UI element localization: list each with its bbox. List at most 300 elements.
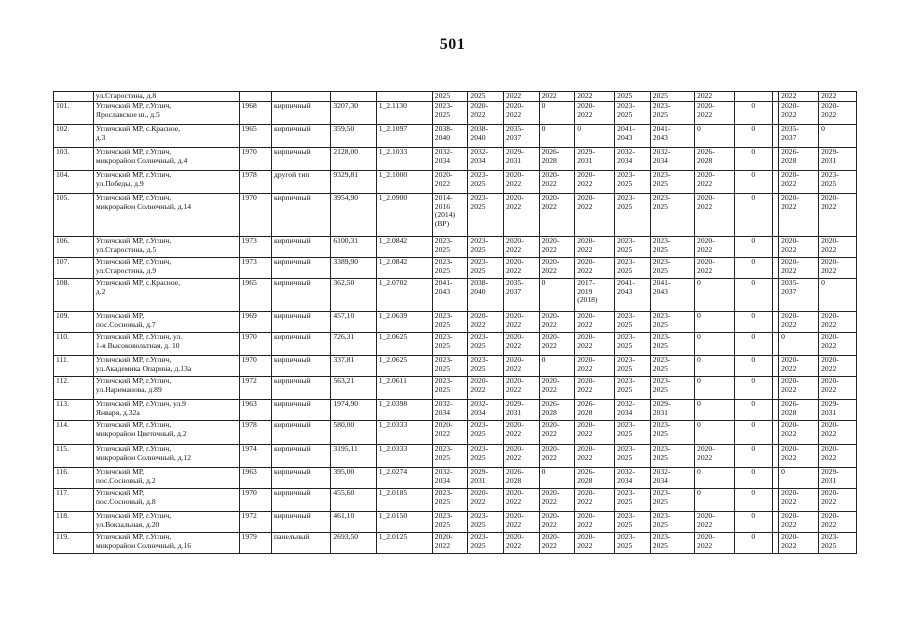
- table-cell: 2020- 2022: [432, 421, 468, 445]
- table-row: [54, 377, 857, 400]
- row-number-cell: 114.: [54, 421, 94, 445]
- address-cell: Угличский МР, г.Углич, ул. 1-я Высоковольтная, д. 10: [93, 333, 239, 356]
- table-cell: 1_2.0702: [376, 279, 432, 312]
- table-cell: 0: [734, 356, 772, 377]
- row-number-cell: 104.: [54, 171, 94, 194]
- table-cell: кирпичный: [272, 445, 331, 468]
- table-cell: 1_2.0274: [376, 468, 432, 489]
- table-cell: 1970: [239, 194, 271, 237]
- table-cell: 2020- 2022: [468, 377, 504, 400]
- table-row: [54, 279, 857, 312]
- table-row: [54, 333, 857, 356]
- table-cell: 0: [734, 279, 772, 312]
- table-cell: 461,10: [331, 512, 376, 533]
- table-cell: 1_2.0185: [376, 489, 432, 512]
- table-cell: 2023- 2025: [468, 194, 504, 237]
- table-cell: [272, 92, 331, 102]
- table-cell: 1970: [239, 489, 271, 512]
- table-cell: 2023- 2025: [650, 171, 694, 194]
- table-cell: 2026- 2028: [779, 148, 819, 171]
- table-cell: 0: [539, 279, 575, 312]
- table-cell: 2026- 2028: [695, 148, 735, 171]
- table-cell: 0: [539, 468, 575, 489]
- table-cell: 2023- 2025: [819, 533, 857, 554]
- table-cell: 2020- 2022: [779, 194, 819, 237]
- table-cell: панельный: [272, 533, 331, 554]
- table-cell: 337,81: [331, 356, 376, 377]
- table-cell: 2029- 2031: [504, 400, 540, 421]
- table-cell: 0: [734, 258, 772, 279]
- table-cell: 2023- 2025: [432, 102, 468, 125]
- row-number-cell: 109.: [54, 312, 94, 333]
- table-cell: 2041- 2043: [650, 125, 694, 148]
- table-cell: 2020- 2022: [504, 445, 540, 468]
- table-cell: 1_2.0900: [376, 194, 432, 237]
- address-cell: Угличский МР, г.Углич, микрорайон Солнечный, д.4: [93, 148, 239, 171]
- table-cell: 2020- 2022: [575, 421, 615, 445]
- table-cell: 0: [734, 512, 772, 533]
- table-cell: 2020- 2022: [504, 333, 540, 356]
- table-cell: 2017- 2019 (2018): [575, 279, 615, 312]
- table-cell: 0: [695, 333, 735, 356]
- table-cell: 2032- 2034: [650, 468, 694, 489]
- table-cell: 2023- 2025: [615, 377, 651, 400]
- table-cell: 2020- 2022: [539, 194, 575, 237]
- table-cell: 2020- 2022: [819, 258, 857, 279]
- table-cell: 2020- 2022: [819, 377, 857, 400]
- table-cell: 0: [695, 377, 735, 400]
- table-cell: 2022: [575, 92, 615, 102]
- table-cell: 2020- 2022: [575, 171, 615, 194]
- table-cell: 0: [779, 468, 819, 489]
- row-number-cell: 101.: [54, 102, 94, 125]
- table-cell: 2020- 2022: [504, 356, 540, 377]
- table-cell: 1_2.0842: [376, 258, 432, 279]
- table-cell: 2023- 2025: [468, 421, 504, 445]
- table-cell: 1963: [239, 400, 271, 421]
- table-cell: 1_2.0398: [376, 400, 432, 421]
- table-cell: 2023- 2025: [615, 533, 651, 554]
- table-cell: 2020- 2022: [779, 312, 819, 333]
- table-cell: 0: [695, 312, 735, 333]
- address-cell: Угличский МР, г.Углич, ул.Нариманова, д.89: [93, 377, 239, 400]
- table-row: [54, 512, 857, 533]
- table-cell: 2041- 2043: [650, 279, 694, 312]
- table-cell: 359,50: [331, 125, 376, 148]
- table-cell: 3195,11: [331, 445, 376, 468]
- row-number-cell: [54, 92, 94, 102]
- table-cell: 2023- 2025: [650, 102, 694, 125]
- table-cell: 2020- 2022: [819, 421, 857, 445]
- table-row: [54, 171, 857, 194]
- table-cell: 2020- 2022: [504, 377, 540, 400]
- table-cell: 2020- 2022: [539, 421, 575, 445]
- table-cell: 0: [575, 125, 615, 148]
- table-cell: 2023- 2025: [615, 237, 651, 258]
- table-cell: 2020- 2022: [575, 533, 615, 554]
- table-cell: 2020- 2022: [468, 489, 504, 512]
- row-number-cell: 105.: [54, 194, 94, 237]
- table-cell: кирпичный: [272, 377, 331, 400]
- table-cell: кирпичный: [272, 279, 331, 312]
- table-cell: 2020- 2022: [819, 333, 857, 356]
- table-cell: 2038- 2040: [432, 125, 468, 148]
- row-number-cell: 102.: [54, 125, 94, 148]
- table-cell: 2023- 2025: [819, 171, 857, 194]
- table-cell: 2020- 2022: [819, 194, 857, 237]
- table-cell: 2020- 2022: [575, 377, 615, 400]
- table-cell: 2020- 2022: [504, 258, 540, 279]
- table-cell: 2020- 2022: [539, 333, 575, 356]
- table-cell: 2026- 2028: [575, 468, 615, 489]
- table-cell: 2032- 2034: [468, 148, 504, 171]
- table-cell: кирпичный: [272, 312, 331, 333]
- row-number-cell: 103.: [54, 148, 94, 171]
- table-cell: 2020- 2022: [695, 258, 735, 279]
- address-cell: Угличский МР, г.Углич, микрорайон Солнечный, д.14: [93, 194, 239, 237]
- table-cell: кирпичный: [272, 512, 331, 533]
- table-row: [54, 356, 857, 377]
- table-cell: 2020- 2022: [575, 194, 615, 237]
- table-cell: 2023- 2025: [615, 171, 651, 194]
- table-cell: 0: [734, 421, 772, 445]
- table-cell: 2020- 2022: [539, 533, 575, 554]
- table-cell: 0: [695, 279, 735, 312]
- table-cell: 2023- 2025: [432, 489, 468, 512]
- table-cell: кирпичный: [272, 148, 331, 171]
- table-cell: 1972: [239, 377, 271, 400]
- table-cell: 362,50: [331, 279, 376, 312]
- table-cell: 1_2.0611: [376, 377, 432, 400]
- table-cell: 0: [734, 171, 772, 194]
- table-cell: 2020- 2022: [779, 377, 819, 400]
- table-cell: 2022: [539, 92, 575, 102]
- table-row: [54, 194, 857, 237]
- table-cell: 2023- 2025: [615, 312, 651, 333]
- table-cell: 2023- 2025: [468, 445, 504, 468]
- table-cell: 2020- 2022: [575, 356, 615, 377]
- table-cell: 2022: [819, 92, 857, 102]
- table-cell: 563,21: [331, 377, 376, 400]
- table-cell: 2023- 2025: [615, 194, 651, 237]
- table-cell: 2026- 2028: [539, 148, 575, 171]
- table-cell: 2029- 2031: [575, 148, 615, 171]
- table-cell: 0: [734, 377, 772, 400]
- housing-repair-table: [53, 91, 857, 554]
- row-number-cell: 106.: [54, 237, 94, 258]
- table-cell: [331, 92, 376, 102]
- table-cell: 2023- 2025: [615, 489, 651, 512]
- table-cell: 1_2.0625: [376, 333, 432, 356]
- table-cell: 2023- 2025: [432, 445, 468, 468]
- table-row: [54, 312, 857, 333]
- table-cell: 0: [695, 489, 735, 512]
- table-cell: 2023- 2025: [650, 312, 694, 333]
- table-cell: 2029- 2031: [468, 468, 504, 489]
- address-cell: Угличский МР, г.Углич, микрорайон Солнечный, д.16: [93, 533, 239, 554]
- table-cell: кирпичный: [272, 102, 331, 125]
- table-cell: 2020- 2022: [575, 512, 615, 533]
- address-cell: Угличский МР, г.Углич, Ярославское ш., д.5: [93, 102, 239, 125]
- table-cell: 0: [734, 533, 772, 554]
- table-cell: 0: [695, 356, 735, 377]
- table-cell: 2029- 2031: [504, 148, 540, 171]
- table-cell: 2020- 2022: [504, 421, 540, 445]
- table-cell: 2032- 2034: [615, 148, 651, 171]
- table-cell: 2023- 2025: [650, 421, 694, 445]
- table-cell: 2022: [695, 92, 735, 102]
- table-cell: 1968: [239, 102, 271, 125]
- table-cell: 2014- 2016 (2014) (ВР): [432, 194, 468, 237]
- table-cell: 2023- 2025: [615, 333, 651, 356]
- table-cell: 2035- 2037: [504, 125, 540, 148]
- table-cell: 2026- 2028: [539, 400, 575, 421]
- table-cell: 1963: [239, 468, 271, 489]
- table-cell: 2020- 2022: [539, 258, 575, 279]
- table-cell: 0: [539, 356, 575, 377]
- table-cell: 2020- 2022: [504, 237, 540, 258]
- table-cell: 2038- 2040: [468, 125, 504, 148]
- table-cell: 2041- 2043: [615, 279, 651, 312]
- table-cell: 2020- 2022: [504, 533, 540, 554]
- table-cell: 2020- 2022: [575, 489, 615, 512]
- table-cell: 2020- 2022: [539, 171, 575, 194]
- table-cell: 2032- 2034: [615, 468, 651, 489]
- table-cell: 0: [819, 279, 857, 312]
- table-cell: 2020- 2022: [695, 237, 735, 258]
- table-cell: 2023- 2025: [650, 333, 694, 356]
- table-cell: 2020- 2022: [819, 356, 857, 377]
- table-cell: 2023- 2025: [432, 312, 468, 333]
- table-row: [54, 125, 857, 148]
- table-cell: 2032- 2034: [650, 148, 694, 171]
- table-cell: 2023- 2025: [650, 512, 694, 533]
- table-cell: 2020- 2022: [695, 194, 735, 237]
- table-cell: 2020- 2022: [504, 512, 540, 533]
- table-cell: 2025: [615, 92, 651, 102]
- table-cell: 2023- 2025: [615, 445, 651, 468]
- table-cell: 2020- 2022: [819, 512, 857, 533]
- table-cell: 2020- 2022: [539, 377, 575, 400]
- table-cell: 0: [695, 400, 735, 421]
- table-cell: другой тип: [272, 171, 331, 194]
- row-number-cell: 108.: [54, 279, 94, 312]
- address-cell: Угличский МР, г.Углич, ул.Старостина, д.9: [93, 258, 239, 279]
- table-cell: 2020- 2022: [432, 533, 468, 554]
- table-row: [54, 421, 857, 445]
- table-cell: 1_2.1097: [376, 125, 432, 148]
- table-cell: кирпичный: [272, 400, 331, 421]
- table-cell: 3207,30: [331, 102, 376, 125]
- table-cell: 1_2.0639: [376, 312, 432, 333]
- table-row: [54, 468, 857, 489]
- table-cell: кирпичный: [272, 125, 331, 148]
- table-cell: 2026- 2028: [575, 400, 615, 421]
- table-cell: 2020- 2022: [779, 237, 819, 258]
- address-cell: Угличский МР, г.Углич, ул.9 Января, д.32а: [93, 400, 239, 421]
- table-cell: 0: [734, 125, 772, 148]
- row-number-cell: 117.: [54, 489, 94, 512]
- table-cell: 2020- 2022: [779, 102, 819, 125]
- table-cell: 1_2.0333: [376, 421, 432, 445]
- table-cell: кирпичный: [272, 356, 331, 377]
- row-number-cell: 119.: [54, 533, 94, 554]
- address-cell: Угличский МР, г.Углич, ул.Старостина, д.5: [93, 237, 239, 258]
- table-cell: 2023- 2025: [650, 356, 694, 377]
- address-cell: Угличский МР, г.Углич, ул.Академика Опарина, д.13а: [93, 356, 239, 377]
- table-cell: 2022: [504, 92, 540, 102]
- table-cell: 2020- 2022: [539, 237, 575, 258]
- table-cell: 2020- 2022: [779, 356, 819, 377]
- table-cell: 2020- 2022: [575, 312, 615, 333]
- row-number-cell: 115.: [54, 445, 94, 468]
- table-cell: 2693,50: [331, 533, 376, 554]
- table-cell: 2020- 2022: [695, 102, 735, 125]
- table-cell: 2020- 2022: [575, 102, 615, 125]
- table-cell: 1965: [239, 125, 271, 148]
- table-cell: 2020- 2022: [504, 171, 540, 194]
- address-cell: Угличский МР, г.Углич, ул.Вокзальная, д.20: [93, 512, 239, 533]
- table-cell: 2023- 2025: [432, 512, 468, 533]
- table-cell: [376, 92, 432, 102]
- table-cell: 0: [695, 468, 735, 489]
- table-cell: 1969: [239, 312, 271, 333]
- table-cell: 2020- 2022: [504, 489, 540, 512]
- address-cell: Угличский МР, пос.Сосновый, д.2: [93, 468, 239, 489]
- table-cell: 0: [734, 333, 772, 356]
- table-cell: 2023- 2025: [615, 258, 651, 279]
- table-cell: 1965: [239, 279, 271, 312]
- table-cell: 2020- 2022: [539, 512, 575, 533]
- table-cell: 726,31: [331, 333, 376, 356]
- table-cell: 2035- 2037: [504, 279, 540, 312]
- table-cell: 2032- 2034: [432, 148, 468, 171]
- table-cell: 2032- 2034: [615, 400, 651, 421]
- table-cell: 2020- 2022: [819, 237, 857, 258]
- table-cell: 2020- 2022: [779, 445, 819, 468]
- table-cell: 580,00: [331, 421, 376, 445]
- table-cell: 2023- 2025: [468, 258, 504, 279]
- table-cell: кирпичный: [272, 489, 331, 512]
- table-cell: 1_2.1000: [376, 171, 432, 194]
- table-cell: 1_2.0625: [376, 356, 432, 377]
- table-cell: 1978: [239, 171, 271, 194]
- table-cell: 2023- 2025: [432, 333, 468, 356]
- address-cell: Угличский МР, пос.Сосновый, д.8: [93, 489, 239, 512]
- table-cell: 1_2.1033: [376, 148, 432, 171]
- table-body: [54, 92, 857, 554]
- table-cell: 2020- 2022: [819, 445, 857, 468]
- table-cell: 0: [539, 102, 575, 125]
- table-cell: 2020- 2022: [504, 194, 540, 237]
- table-cell: 2023- 2025: [468, 512, 504, 533]
- row-number-cell: 112.: [54, 377, 94, 400]
- table-cell: 2023- 2025: [468, 533, 504, 554]
- row-number-cell: 116.: [54, 468, 94, 489]
- table-cell: 2029- 2031: [650, 400, 694, 421]
- table-cell: 2023- 2025: [615, 102, 651, 125]
- table-cell: 2023- 2025: [650, 194, 694, 237]
- row-number-cell: 107.: [54, 258, 94, 279]
- table-cell: 2023- 2025: [650, 377, 694, 400]
- address-cell: Угличский МР, с.Красное, д.2: [93, 279, 239, 312]
- table-row: [54, 258, 857, 279]
- table-cell: 2020- 2022: [819, 312, 857, 333]
- table-cell: 0: [734, 445, 772, 468]
- table-cell: 2020- 2022: [819, 489, 857, 512]
- table-cell: 2020- 2022: [779, 533, 819, 554]
- table-row: [54, 92, 857, 102]
- table-cell: 2023- 2025: [468, 333, 504, 356]
- table-cell: 2023- 2025: [432, 377, 468, 400]
- table-cell: 0: [734, 400, 772, 421]
- table-cell: кирпичный: [272, 237, 331, 258]
- table-cell: 6100,31: [331, 237, 376, 258]
- table-cell: 455,60: [331, 489, 376, 512]
- table-cell: 2020- 2022: [695, 445, 735, 468]
- table-cell: 2026- 2028: [504, 468, 540, 489]
- table-cell: 2041- 2043: [615, 125, 651, 148]
- table-cell: 2020- 2022: [779, 512, 819, 533]
- table-cell: 0: [695, 421, 735, 445]
- table-cell: 2029- 2031: [819, 468, 857, 489]
- table-cell: 2023- 2025: [650, 258, 694, 279]
- table-cell: 0: [734, 312, 772, 333]
- table-cell: 0: [695, 125, 735, 148]
- table-cell: 2020- 2022: [575, 258, 615, 279]
- table-cell: 9329,81: [331, 171, 376, 194]
- table-cell: 2032- 2034: [432, 468, 468, 489]
- table-cell: [239, 92, 271, 102]
- table-cell: 2020- 2022: [575, 237, 615, 258]
- table-cell: 1970: [239, 356, 271, 377]
- table-cell: 2020- 2022: [779, 258, 819, 279]
- table-cell: 2020- 2022: [779, 171, 819, 194]
- table-cell: 2025: [468, 92, 504, 102]
- table-cell: 1979: [239, 533, 271, 554]
- table-cell: 2022: [779, 92, 819, 102]
- table-cell: 2020- 2022: [468, 312, 504, 333]
- table-row: [54, 400, 857, 421]
- table-cell: 1_2.0333: [376, 445, 432, 468]
- row-number-cell: 113.: [54, 400, 94, 421]
- table-cell: 0: [734, 102, 772, 125]
- table-cell: 2041- 2043: [432, 279, 468, 312]
- table-row: [54, 445, 857, 468]
- table-cell: 2032- 2034: [468, 400, 504, 421]
- table-cell: [734, 92, 772, 102]
- table-cell: 2029- 2031: [819, 148, 857, 171]
- table-cell: 2023- 2025: [468, 171, 504, 194]
- table-cell: 1_2.0125: [376, 533, 432, 554]
- table-cell: 2020- 2022: [504, 312, 540, 333]
- table-row: [54, 489, 857, 512]
- table-cell: 1974: [239, 445, 271, 468]
- table-cell: 2020- 2022: [695, 171, 735, 194]
- table-cell: 2020- 2022: [779, 421, 819, 445]
- table-cell: 2025: [650, 92, 694, 102]
- table-row: [54, 237, 857, 258]
- table-cell: 0: [734, 237, 772, 258]
- table-cell: 2035- 2037: [779, 279, 819, 312]
- row-number-cell: 118.: [54, 512, 94, 533]
- table-cell: 2023- 2025: [615, 356, 651, 377]
- table-cell: кирпичный: [272, 194, 331, 237]
- table-cell: 2020- 2022: [819, 102, 857, 125]
- table-cell: 1973: [239, 258, 271, 279]
- table-cell: 2020- 2022: [468, 102, 504, 125]
- table-cell: 0: [734, 148, 772, 171]
